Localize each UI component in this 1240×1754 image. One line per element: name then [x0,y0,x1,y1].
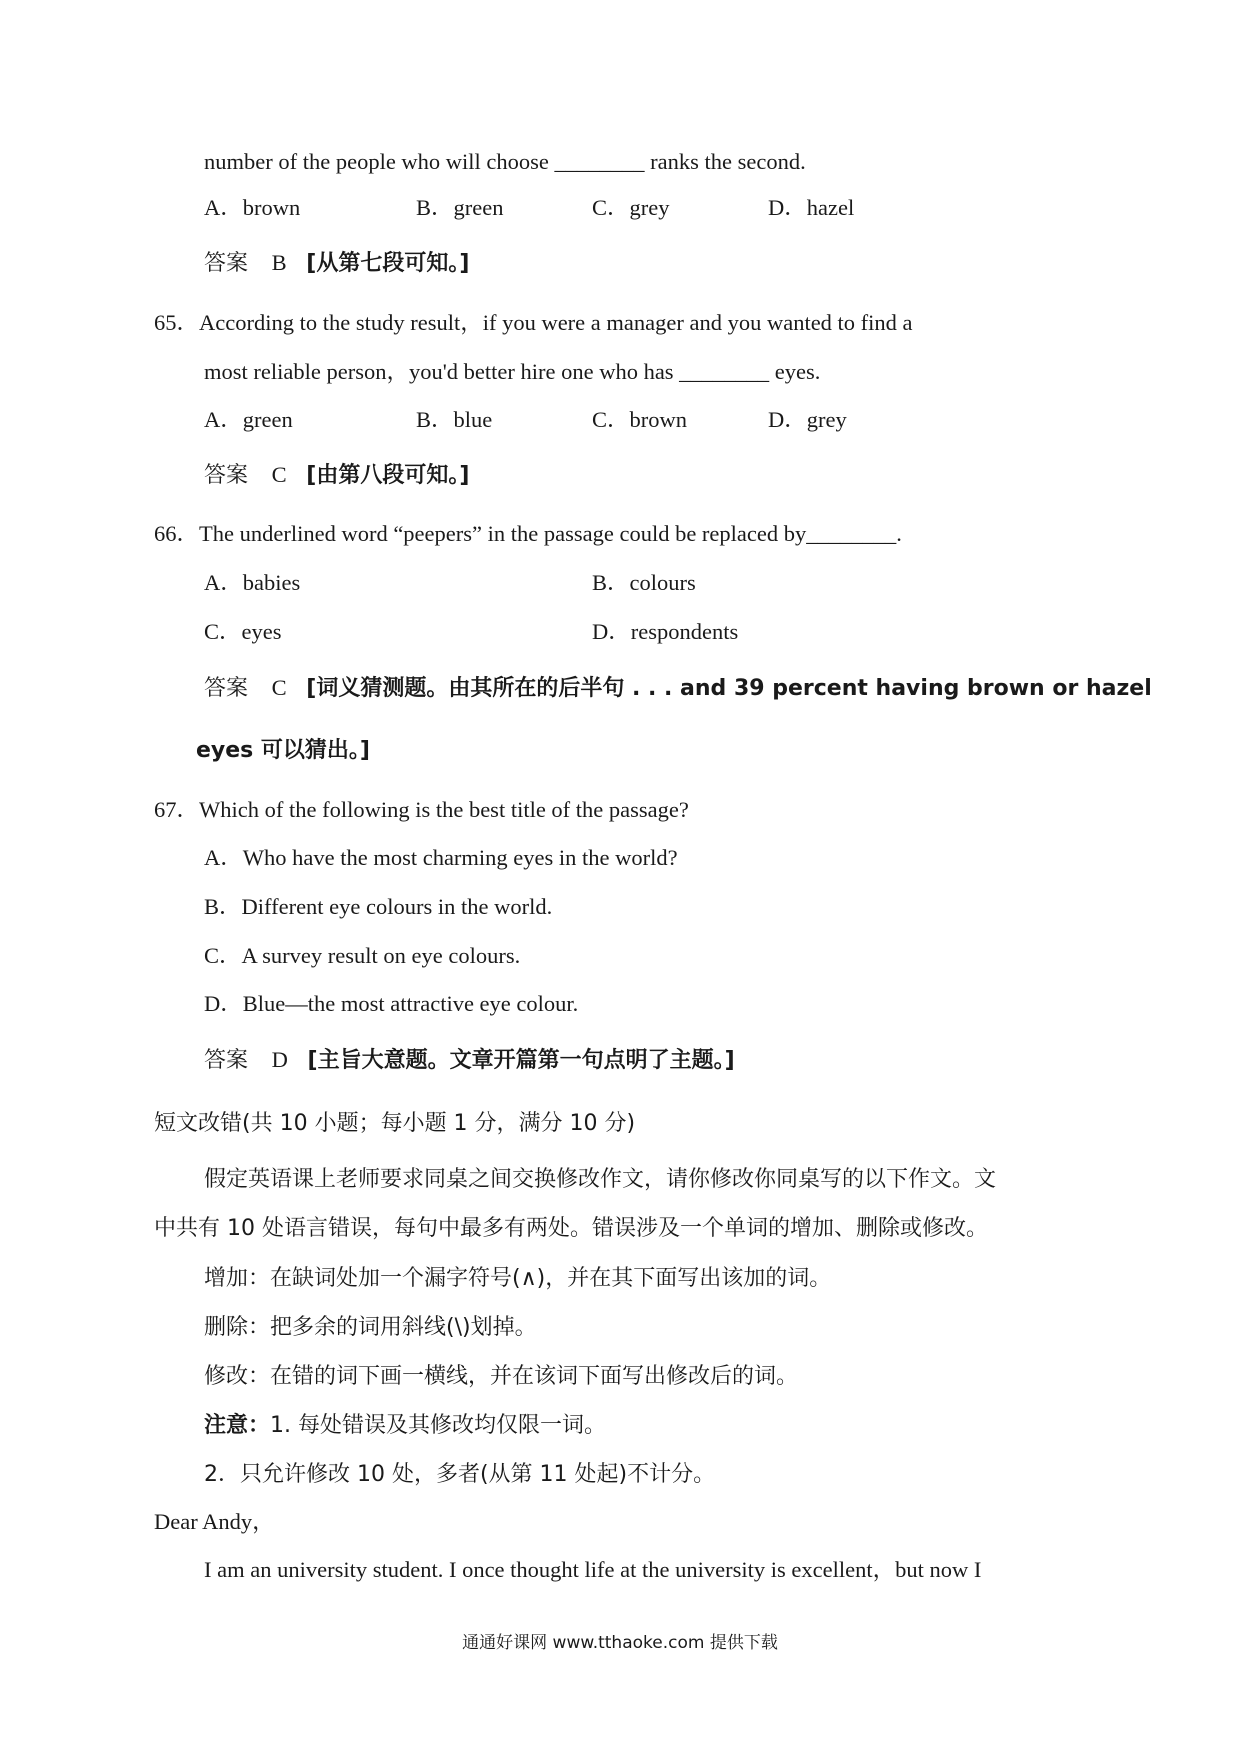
answer-explanation: [词义猜测题。由其所在的后半句 . . . and 39 percent having brown or hazel [306,676,1152,701]
section-delete-rule: 删除：把多余的词用斜线(\)划掉。 [204,1315,537,1340]
q67-option-c: C．A survey result on eye colours. [204,943,521,968]
q66-answer [204,673,1152,704]
section-heading: 短文改错(共 10 小题；每小题 1 分，满分 10 分) [154,1111,636,1136]
section-note [204,1411,606,1441]
page-footer: 通通好课网 www.tthaoke.com 提供下载 [462,1633,778,1653]
answer-label: 答案 [204,1048,249,1073]
q67-option-d: D．Blue—the most attractive eye colour. [204,991,579,1016]
q66-stem: 66．The underlined word “peepers” in the passage could be replaced by________. [154,521,902,546]
q66-answer-explanation-cont: eyes 可以猜出。] [196,738,370,763]
q67-answer [204,1045,735,1076]
answer-label: 答案 [204,251,249,276]
answer-label: 答案 [204,463,249,488]
note-item-1: 1. 每处错误及其修改均仅限一词。 [270,1413,607,1438]
letter-salutation: Dear Andy， [154,1509,275,1534]
q66-option-c: C．eyes [204,619,282,644]
answer-letter: B [271,250,287,275]
q66-option-d: D．respondents [592,619,739,644]
answer-explanation: [由第八段可知。] [306,463,470,488]
q67-option-b: B．Different eye colours in the world. [204,894,553,919]
q67-option-a: A．Who have the most charming eyes in the world? [204,845,678,870]
section-modify-rule: 修改：在错的词下画一横线，并在该词下面写出修改后的词。 [204,1364,799,1389]
section-note-2: 2．只允许修改 10 处，多者(从第 11 处起)不计分。 [204,1462,716,1487]
q65-answer [204,460,469,491]
q64-option-c: C．grey [592,195,670,220]
q65-option-a: A．green [204,407,293,432]
q66-option-a: A．babies [204,570,301,595]
q64-stem-tail: number of the people who will choose ________ ranks the second. [204,149,806,174]
q64-option-a: A．brown [204,195,301,220]
answer-letter: D [271,1047,288,1072]
q65-stem-line1: 65．According to the study result，if you were a manager and you wanted to find a [154,310,913,335]
q65-option-b: B．blue [416,407,493,432]
section-add-rule: 增加：在缺词处加一个漏字符号(∧)，并在其下面写出该加的词。 [204,1266,832,1291]
q67-stem: 67．Which of the following is the best title of the passage? [154,797,689,822]
answer-label: 答案 [204,676,249,701]
answer-letter: C [271,675,287,700]
note-label: 注意： [204,1413,271,1438]
q64-option-b: B．green [416,195,504,220]
q64-option-d: D．hazel [768,195,855,220]
answer-explanation: [主旨大意题。文章开篇第一句点明了主题。] [307,1048,735,1073]
q65-stem-line2: most reliable person，you'd better hire one who has ________ eyes. [204,359,821,384]
q64-answer [204,248,469,279]
essay-line-1: I am an university student. I once thought life at the university is excellent，but now I [204,1557,982,1582]
answer-letter: C [271,462,287,487]
answer-explanation: [从第七段可知。] [306,251,470,276]
section-intro-line1: 假定英语课上老师要求同桌之间交换修改作文，请你修改你同桌写的以下作文。文 [204,1167,997,1192]
q65-option-c: C．brown [592,407,687,432]
q66-option-b: B．colours [592,570,696,595]
section-intro-line2: 中共有 10 处语言错误，每句中最多有两处。错误涉及一个单词的增加、删除或修改。 [154,1216,988,1241]
q65-option-d: D．grey [768,407,847,432]
